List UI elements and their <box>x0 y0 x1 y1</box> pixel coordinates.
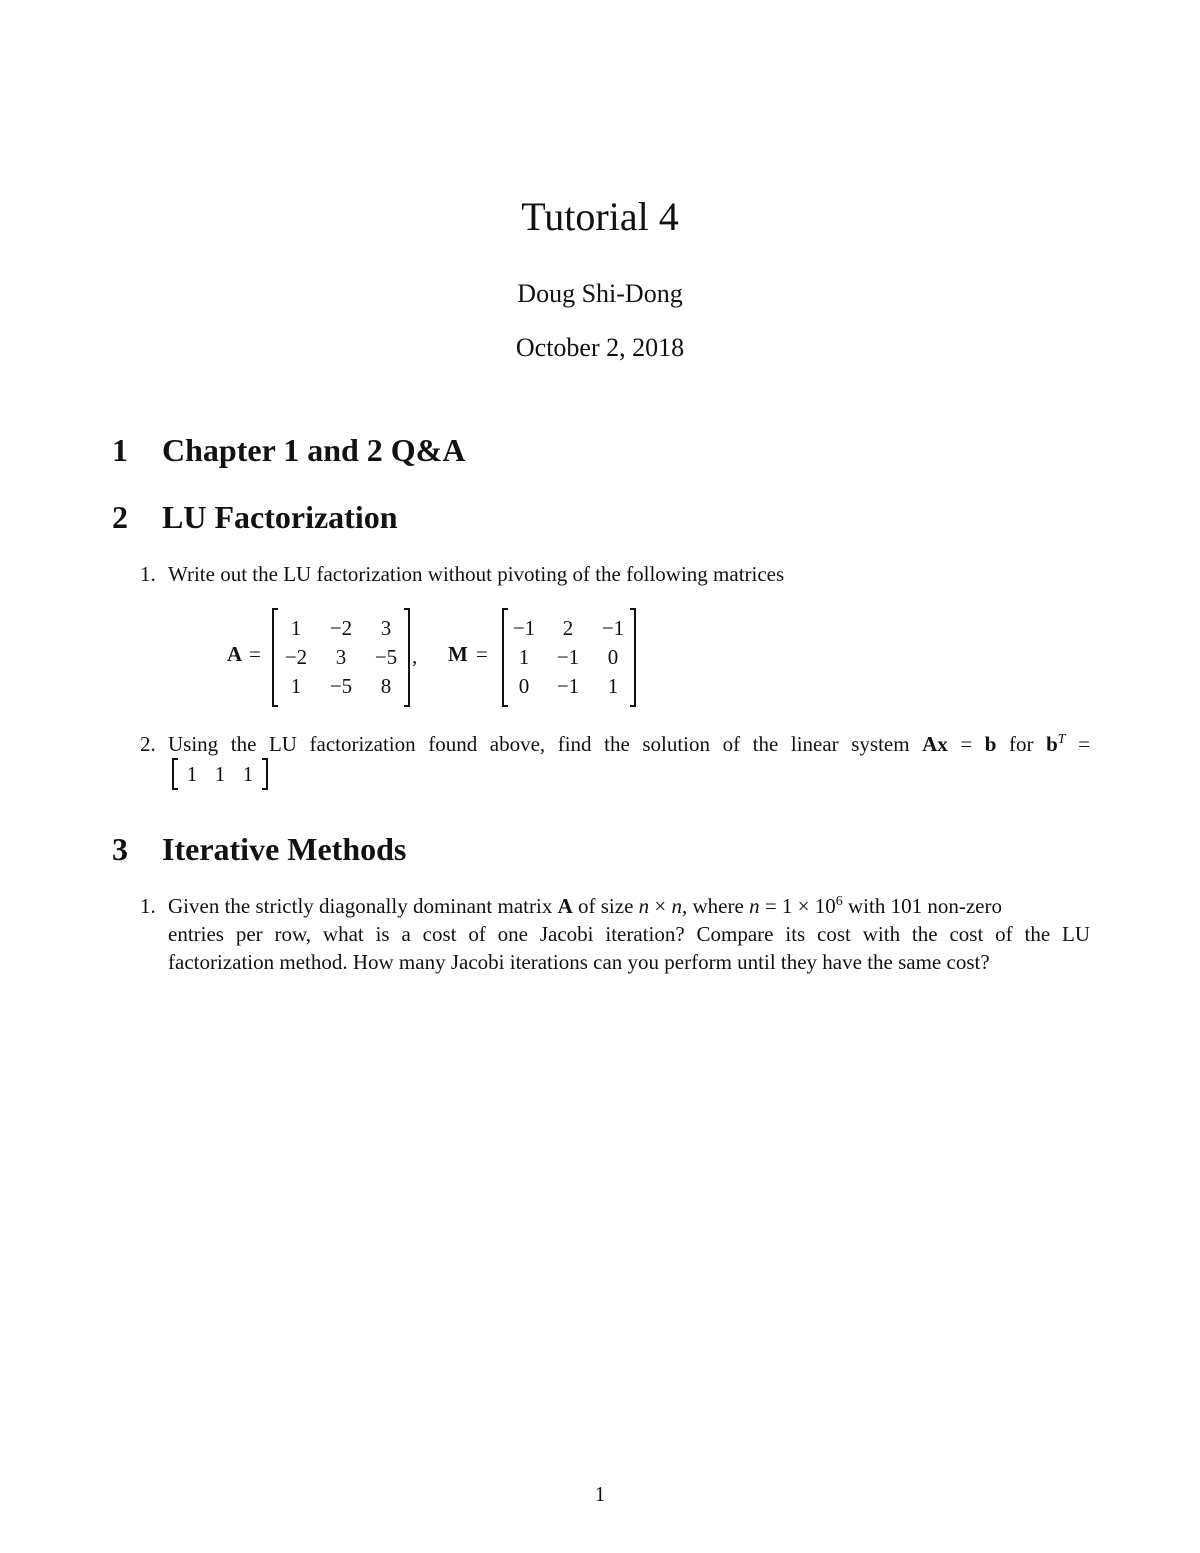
matrix-cell: −1 <box>556 674 580 698</box>
ax-symbol: Ax <box>922 732 948 756</box>
matrix-cell: −2 <box>329 616 353 640</box>
equals-sign: = <box>1065 732 1091 756</box>
matrix-cell: 2 <box>562 616 574 640</box>
lu-item-2-text <box>168 730 1090 758</box>
text-run: , where <box>682 894 750 918</box>
b-symbol: b <box>984 732 997 756</box>
matrix-cell: 8 <box>380 674 392 698</box>
text-run: Given the strictly diagonally dominant matrix <box>168 894 558 918</box>
text-run: = 1 × 10 <box>759 894 836 918</box>
matrix-cell: 0 <box>518 674 530 698</box>
b-vector <box>172 760 268 788</box>
page-number: 1 <box>594 1482 606 1506</box>
matrix-cell: 0 <box>607 645 619 669</box>
a-symbol: A <box>557 894 573 918</box>
section-3-title: Iterative Methods <box>162 831 407 867</box>
matrix-cell: −5 <box>329 674 353 698</box>
matrix-cell: 1 <box>518 645 530 669</box>
for-word: for <box>996 732 1047 756</box>
matrix-a-equals: = <box>249 642 261 666</box>
equals-sign: = <box>947 732 985 756</box>
matrix-cell: 1 <box>290 616 302 640</box>
matrix-cell: 3 <box>380 616 392 640</box>
matrix-cell: −1 <box>601 616 625 640</box>
vector-cell: 1 <box>214 762 226 786</box>
iterative-item-1-line-3: factorization method. How many Jacobi iterations can you perform until they have the same cost? <box>168 950 990 974</box>
matrix-cell: −1 <box>512 616 536 640</box>
matrix-cell: 1 <box>607 674 619 698</box>
transpose-superscript: T <box>1057 732 1066 747</box>
document-title: Tutorial 4 <box>521 194 679 239</box>
lu-item-2-text-before: Using the LU factorization found above, find the solution of the linear system <box>168 732 923 756</box>
section-2-title: LU Factorization <box>162 499 398 535</box>
matrix-a <box>272 610 410 705</box>
matrix-cell: 3 <box>335 645 347 669</box>
section-1-title: Chapter 1 and 2 Q&A <box>162 432 466 468</box>
matrix-cell: −5 <box>374 645 398 669</box>
iterative-item-1-line-2: entries per row, what is a cost of one Jacobi iteration? Compare its cost with the cost of the LU <box>168 922 1090 946</box>
matrix-m <box>502 610 636 705</box>
matrix-m-equals: = <box>476 642 488 666</box>
section-2-number: 2 <box>112 499 128 535</box>
matrix-m-label: M <box>448 642 468 666</box>
matrix-cell: −2 <box>284 645 308 669</box>
iterative-item-1-number: 1. <box>140 894 156 918</box>
iterative-item-1-line-1 <box>168 892 1090 920</box>
text-run: with 101 non-zero <box>842 894 1002 918</box>
vector-cell: 1 <box>186 762 198 786</box>
n-symbol: n <box>749 894 760 918</box>
exponent: 6 <box>835 894 843 909</box>
matrix-a-label: A <box>227 642 243 666</box>
document-date: October 2, 2018 <box>515 333 685 362</box>
times-sign: × <box>649 894 672 918</box>
lu-item-1-text: Write out the LU factorization without pivoting of the following matrices <box>168 562 785 586</box>
section-1-number: 1 <box>112 432 128 468</box>
matrix-cell: 1 <box>290 674 302 698</box>
vector-cell: 1 <box>242 762 254 786</box>
n-symbol: n <box>638 894 650 918</box>
text-run: of size <box>572 894 639 918</box>
n-symbol: n <box>671 894 683 918</box>
author-name: Doug Shi-Dong <box>517 279 683 308</box>
lu-item-1-number: 1. <box>140 562 156 586</box>
b-transpose-symbol: b <box>1046 732 1058 756</box>
matrix-cell: −1 <box>556 645 580 669</box>
section-3-number: 3 <box>112 831 128 867</box>
matrix-separator: , <box>412 644 418 668</box>
lu-item-2-number: 2. <box>140 732 156 756</box>
